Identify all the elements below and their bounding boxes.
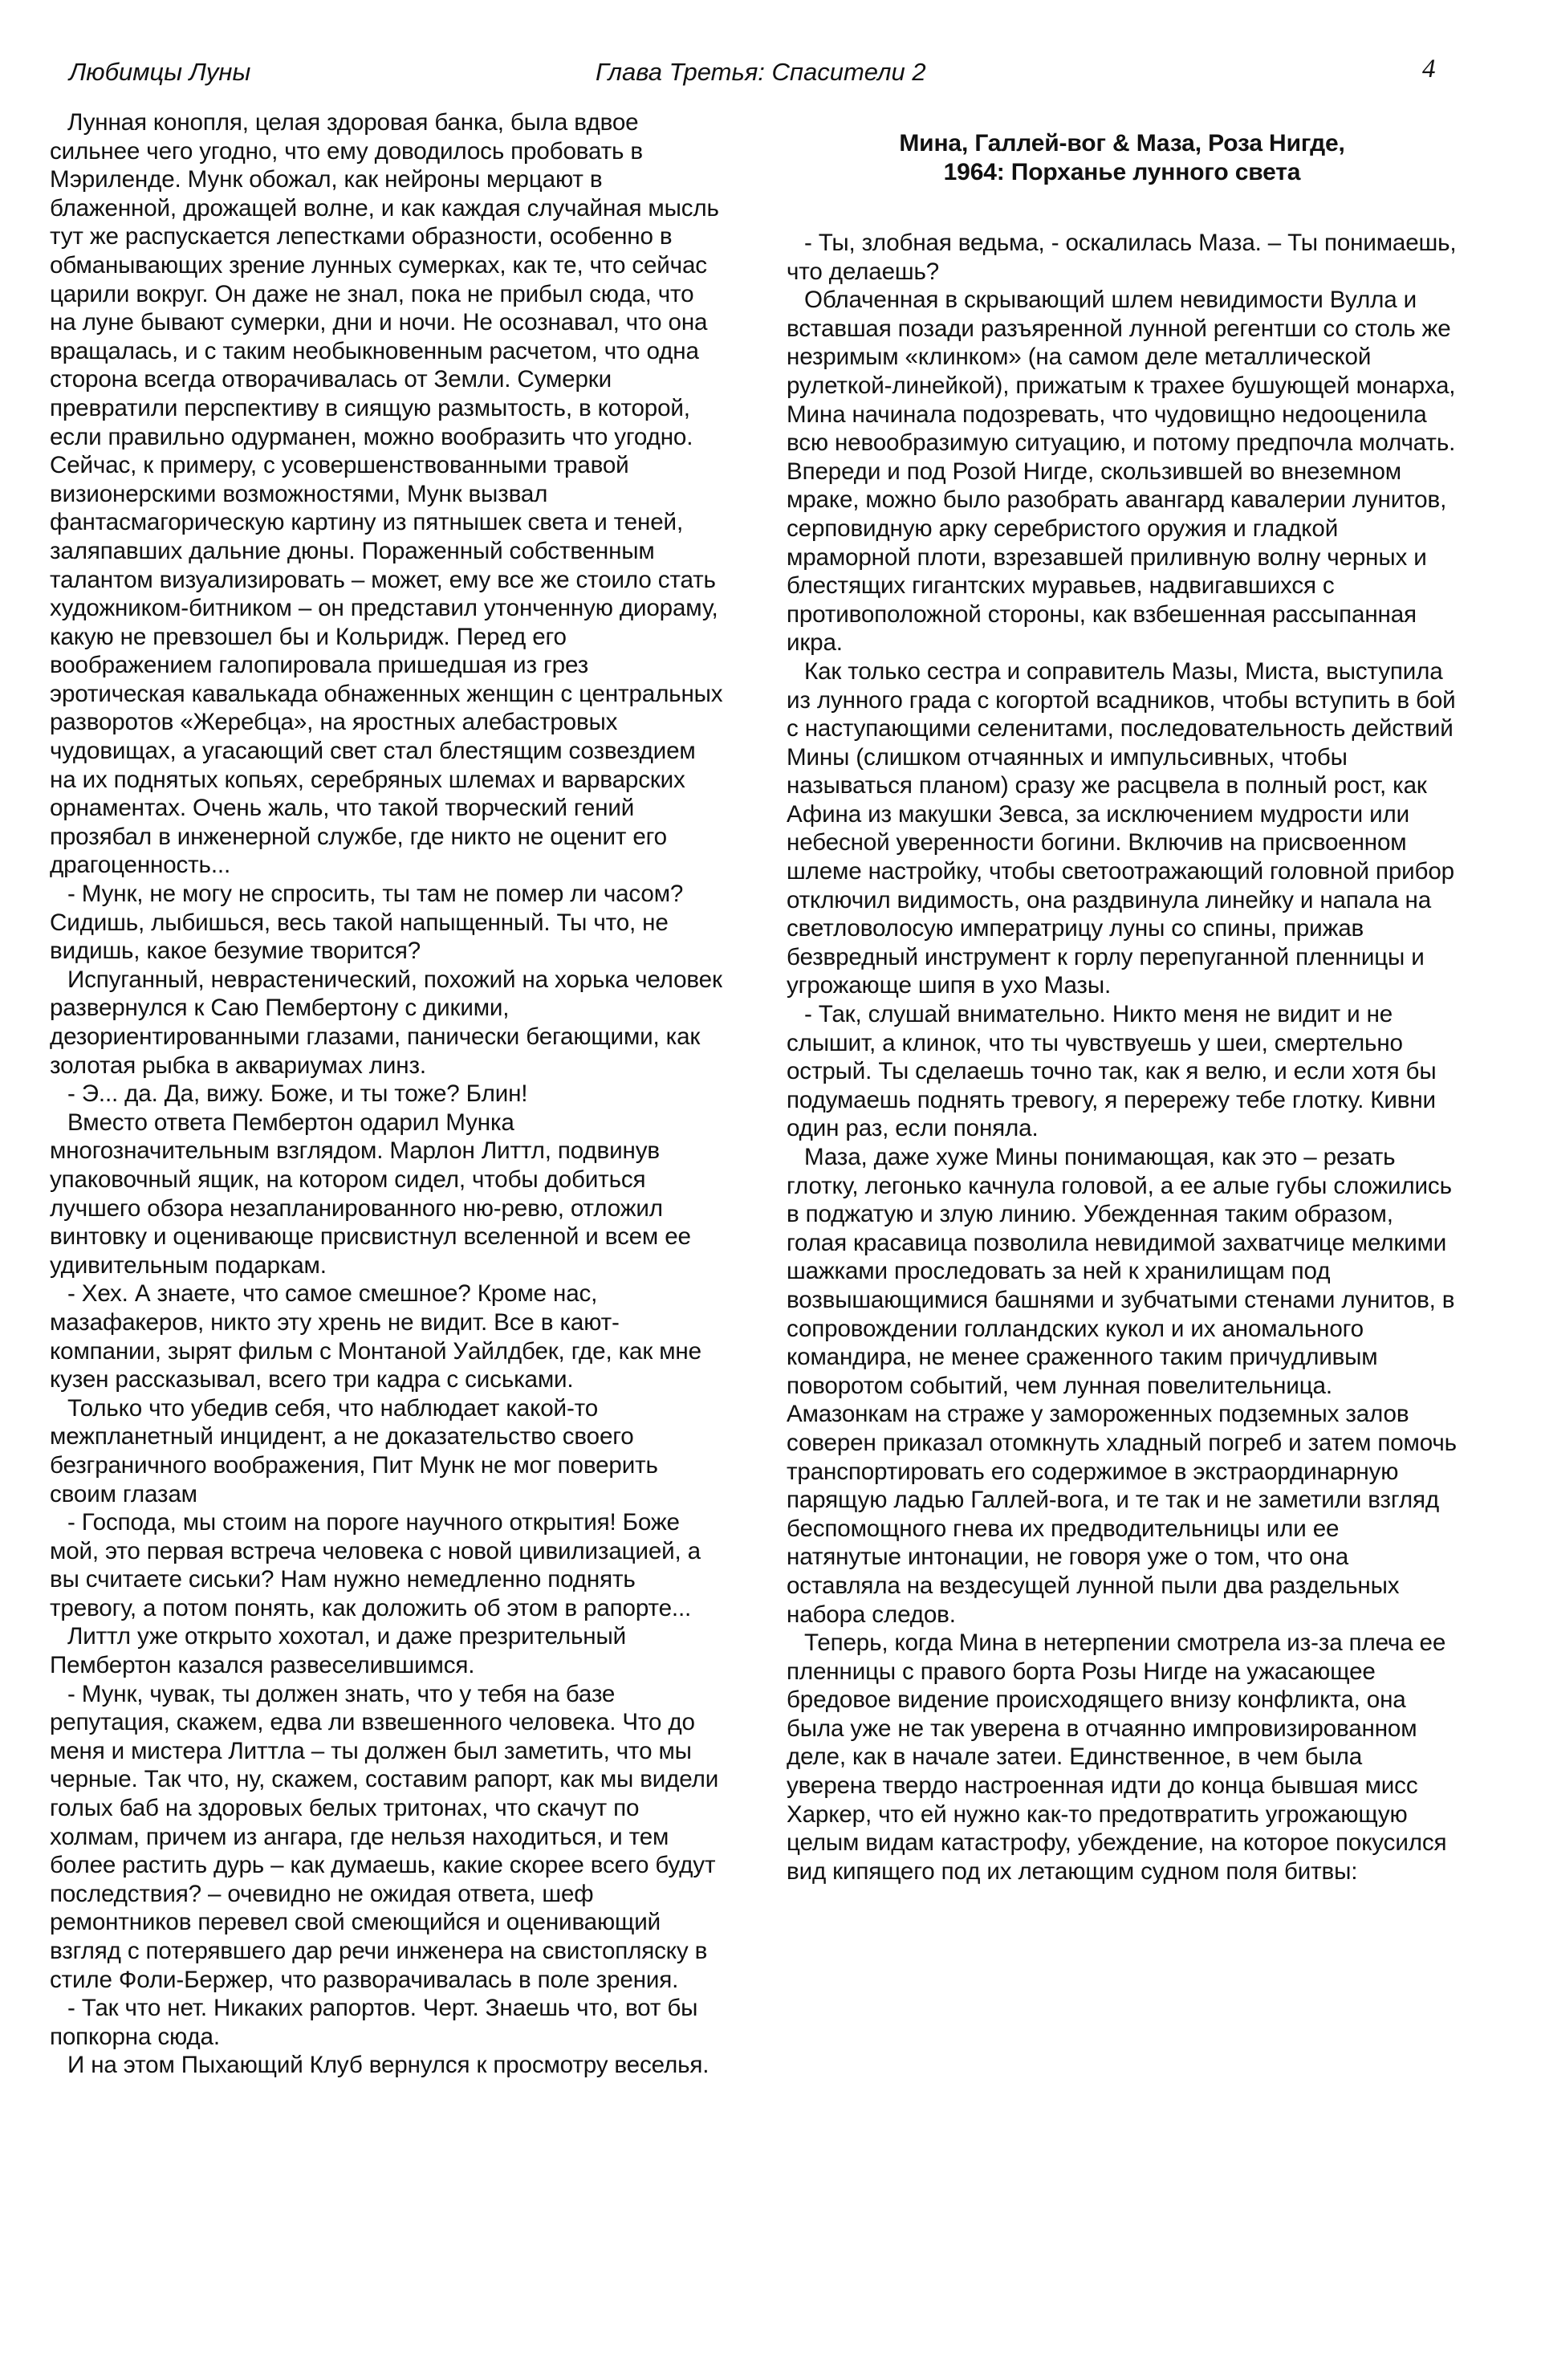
paragraph: Испуганный, неврастенический, похожий на хорька человек развернулся к Саю Пембертону с дикими, дезориентированными глазами, панически бегающими, как золотая рыбка в аквариумах линз. <box>50 966 722 1079</box>
paragraph: Как только сестра и соправитель Мазы, Миста, выступила из лунного града с когортой всадников, чтобы вступить в бой с наступающими селенитами, последовательность действий Мины (слишком отчаянных и импульсивных, чтобы называться планом) сразу же расцвела в полный рост, как Афина из макушки Зевса, за исключением мудрости или небесной уверенности богини. Включив на присвоенном шлеме настройку, чтобы светоотражающий головной прибор отключил видимость, она раздвинула линейку и напала на светловолосую императрицу луны со спины, прижав безвредный инструмент к горлу перепуганной пленницы и угрожающе шипя в ухо Мазы. <box>787 657 1456 999</box>
section-heading-line: 1964: Порханье лунного света <box>943 159 1301 185</box>
paragraph: Только что убедив себя, что наблюдает какой-то межпланетный инцидент, а не доказательство своего безграничного воображения, Пит Мунк не мог поверить своим глазам <box>50 1394 658 1507</box>
page-number: 4 <box>1422 55 1436 83</box>
paragraph: Теперь, когда Мина в нетерпении смотрела из-за плеча ее пленницы с правого борта Розы Нигде на ужасающее бредовое видение происходящего внизу конфликта, она была уже не так уверена в отчаянно импровизированном деле, как в начале затеи. Единственное, в чем была уверена твердо настроенная идти до конца бывшая мисс Харкер, что ей нужно как-то предотвратить угрожающую целым видам катастрофу, убеждение, на которое покусился вид кипящего под их летающим судном поля битвы: <box>787 1629 1447 1885</box>
paragraph: - Ты, злобная ведьма, - оскалилась Маза. – Ты понимаешь, что делаешь? <box>787 230 1457 285</box>
paragraph: Вместо ответа Пембертон одарил Мунка многозначительным взглядом. Марлон Литтл, подвинув упаковочный ящик, на котором сидел, чтобы добиться лучшего обзора незапланированного ню-ревю, отложил винтовку и оценивающе присвистнул вселенной и всем ее удивительным подаркам. <box>50 1109 691 1279</box>
paragraph: Маза, даже хуже Мины понимающая, как это – резать глотку, легонько качнула головой, а ее алые губы сложились в поджатую и злую линию. Убежденная таким образом, голая красавица позволила невидимой захватчице мелкими шажками проследовать за ней к хранилищам под возвышающимися башнями и зубчатыми стенами лунитов, в сопровождении голландских кукол и их аномального командира, не менее сраженного таким причудливым поворотом событий, чем лунная повелительница. Амазонкам на страже у замороженных подземных залов соверен приказал отомкнуть хладный погреб и затем помочь транспортировать его содержимое в экстраординарную парящую ладью Галлей-вога, и те так и не заметили взгляд беспомощного гнева их предводительницы или ее натянутые интонации, не говоря уже о том, что она оставляла на вездесущей лунной пыли два раздельных набора следов. <box>787 1144 1457 1628</box>
section-heading <box>787 129 1458 187</box>
paragraph: - Э... да. Да, вижу. Боже, и ты тоже? Блин! <box>67 1080 528 1108</box>
paragraph: - Хех. А знаете, что самое смешное? Кроме нас, мазафакеров, никто эту хрень не видит. Все в кают-компании, зырят фильм с Монтаной Уайлдбек, где, как мне кузен рассказывал, всего три кадра с сиськами. <box>50 1280 701 1393</box>
paragraph: - Так что нет. Никаких рапортов. Черт. Знаешь что, вот бы попкорна сюда. <box>50 1995 698 2050</box>
paragraph: Облаченная в скрывающий шлем невидимости Вулла и вставшая позади разъяренной лунной регентши со столь же незримым «клинком» (на самом деле металлической рулеткой-линейкой), прижатым к трахее бушующей монарха, Мина начинала подозревать, что чудовищно недооценила всю невообразимую ситуацию, и потому предпочла молчать. Впереди и под Розой Нигде, скользившей во внеземном мраке, можно было разобрать авангард кавалерии лунитов, серповидную арку серебристого оружия и гладкой мраморной плоти, взрезавшей приливную волну черных и блестящих гигантских муравьев, надвигавшихся с противоположной стороны, как взбешенная рассыпанная икра. <box>787 287 1456 657</box>
section-heading-line: Мина, Галлей-вог & Маза, Роза Нигде, <box>899 130 1345 157</box>
paragraph: Литтл уже открыто хохотал, и даже презрительный Пембертон казался развеселившимся. <box>50 1623 626 1679</box>
left-column <box>50 108 724 2080</box>
right-column <box>787 108 1458 1886</box>
page-header <box>0 0 1541 104</box>
paragraph: - Господа, мы стоим на пороге научного открытия! Боже мой, это первая встреча человека с новой цивилизацией, а вы считаете сиськи? Нам нужно немедленно поднять тревогу, а потом понять, как доложить об этом в рапорте... <box>50 1509 701 1621</box>
paragraph: Лунная конопля, целая здоровая банка, была вдвое сильнее чего угодно, что ему доводилось пробовать в Мэриленде. Мунк обожал, как нейроны мерцают в блаженной, дрожащей волне, и как каждая случайная мысль тут же распускается лепестками образности, особенно в обманывающих зрение лунных сумерках, как те, что сейчас царили вокруг. Он даже не знал, пока не прибыл сюда, что на луне бывают сумерки, дни и ночи. Не осознавал, что она вращалась, и с таким необыкновенным расчетом, что одна сторона всегда отворачивалась от Земли. Сумерки превратили перспективу в сиящую размытость, в которой, если правильно одурманен, можно вообразить что угодно. Сейчас, к примеру, с усовершенствованными травой визионерскими возможностями, Мунк вызвал фантасмагорическую картину из пятнышек света и теней, заляпавших дальние дюны. Пораженный собственным талантом визуализировать – может, ему все же стоило стать художником-битником – он представил утонченную диораму, какую не превзошел бы и Кольридж. Перед его воображением галопировала пришедшая из грез эротическая кавалькада обнаженных женщин с центральных разворотов «Жеребца», на яростных алебастровых чудовищах, а угасающий свет стал блестящим созвездием на их поднятых копьях, серебряных шлемах и варварских орнаментах. Очень жаль, что такой творческий гений прозябал в инженерной службе, где никто не оценит его драгоценность... <box>50 109 723 879</box>
chapter-title: Глава Третья: Спасители 2 <box>596 58 926 86</box>
paragraph: - Мунк, чувак, ты должен знать, что у тебя на базе репутация, скажем, едва ли взвешенного человека. Что до меня и мистера Литтла – ты должен был заметить, что мы черные. Так что, ну, скажем, составим рапорт, как мы видели голых баб на здоровых белых тритонах, что скачут по холмам, причем из ангара, где нельзя находиться, и тем более растить дурь – как думаешь, какие скорее всего будут последствия? – очевидно не ожидая ответа, шеф ремонтников перевел свой смеющийся и оценивающий взгляд с потерявшего дар речи инженера на свистопляску в стиле Фоли-Бержер, что разворачивалась в поле зрения. <box>50 1680 719 1993</box>
paragraph: - Мунк, не могу не спросить, ты там не помер ли часом? Сидишь, лыбишься, весь такой напыщенный. Ты что, не видишь, какое безумие творится? <box>50 881 684 965</box>
book-title: Любимцы Луны <box>69 58 251 86</box>
paragraph: - Так, слушай внимательно. Никто меня не видит и не слышит, а клинок, что ты чувствуешь у шеи, смертельно острый. Ты сделаешь точно так, как я велю, и если хотя бы подумаешь поднять тревогу, я перережу тебе глотку. Кивни один раз, если поняла. <box>787 1001 1437 1142</box>
paragraph: И на этом Пыхающий Клуб вернулся к просмотру веселья. <box>67 2052 710 2079</box>
